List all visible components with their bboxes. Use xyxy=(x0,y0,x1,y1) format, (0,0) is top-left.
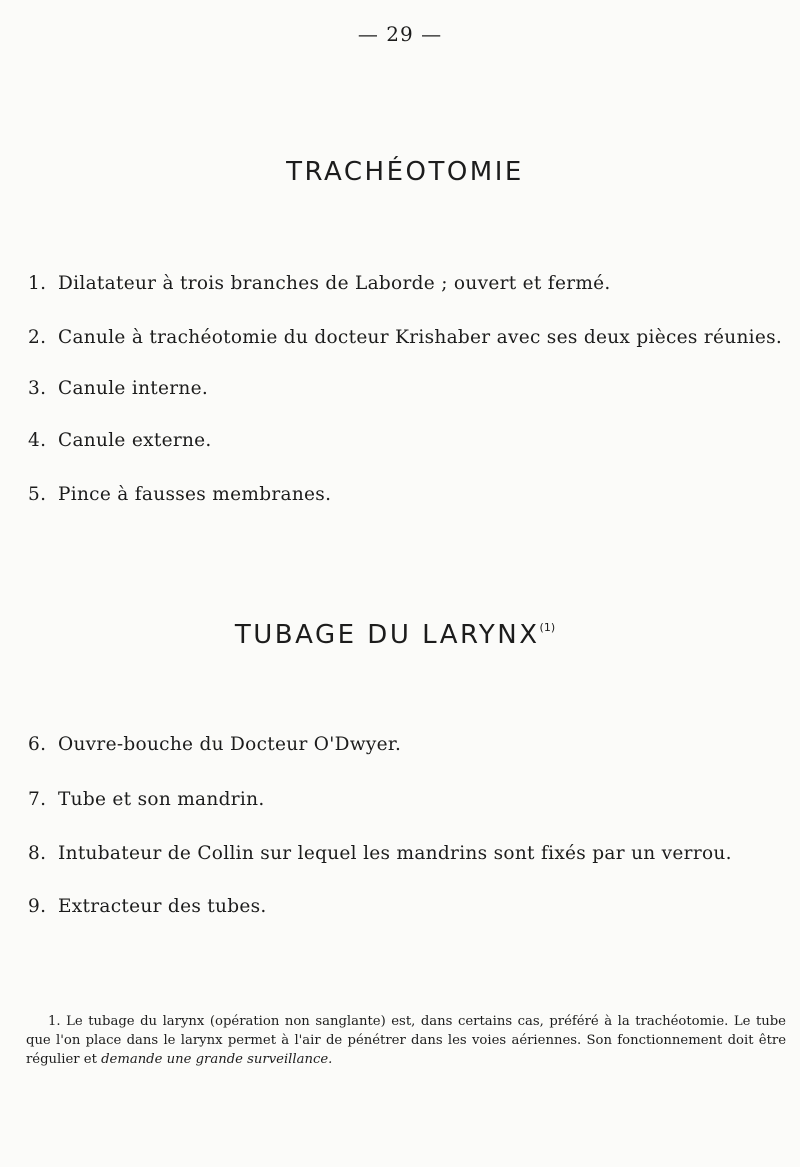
footnote xyxy=(26,1012,786,1069)
list-item xyxy=(28,430,212,451)
item-number: 6. xyxy=(28,734,47,755)
item-text: Tube et son mandrin. xyxy=(58,789,265,810)
list-item xyxy=(28,789,265,810)
list-item xyxy=(28,484,331,505)
item-text: Canule à trachéotomie du docteur Krishaber avec ses deux pièces réunies. xyxy=(58,327,783,348)
item-text: Ouvre-bouche du Docteur O'Dwyer. xyxy=(58,734,402,755)
section-title-text: TUBAGE DU LARYNX xyxy=(234,620,540,650)
section-title-tubage xyxy=(0,620,800,650)
page-number: — 29 — xyxy=(357,22,443,46)
list-item xyxy=(28,734,401,755)
item-number: 7. xyxy=(28,789,47,810)
item-text: Canule interne. xyxy=(58,378,209,399)
item-number: 3. xyxy=(28,378,47,399)
section-title-text: TRACHÉOTOMIE xyxy=(286,157,524,187)
footnote-paragraph xyxy=(26,1012,786,1069)
list-item xyxy=(28,273,611,294)
item-text: Canule externe. xyxy=(58,430,212,451)
list-item xyxy=(28,378,208,399)
item-number: 1. xyxy=(28,273,47,294)
item-number: 4. xyxy=(28,430,47,451)
item-number: 9. xyxy=(28,896,47,917)
item-text: Intubateur de Collin sur lequel les mandrins sont fixés par un verrou. xyxy=(58,843,732,864)
section-title-tracheotomie xyxy=(0,157,800,187)
item-number: 5. xyxy=(28,484,47,505)
list-item xyxy=(28,327,782,348)
item-text: Extracteur des tubes. xyxy=(58,896,267,917)
footnote-text: 1. Le tubage du larynx (opération non sanglante) est, dans certains cas, préféré à la trachéotomie. Le tube que l'on place dans le larynx permet à l'air de pénétrer dans les voies aériennes. Son fonctionnement doit être régulier et xyxy=(26,1014,786,1067)
footnote-emphasis: demande une grande surveillance. xyxy=(101,1052,333,1067)
list-item xyxy=(28,896,267,917)
item-number: 8. xyxy=(28,843,47,864)
list-item xyxy=(28,843,732,864)
item-text: Pince à fausses membranes. xyxy=(58,484,332,505)
footnote-marker: (1) xyxy=(539,621,556,635)
item-number: 2. xyxy=(28,327,47,348)
item-text: Dilatateur à trois branches de Laborde ; ouvert et fermé. xyxy=(58,273,611,294)
